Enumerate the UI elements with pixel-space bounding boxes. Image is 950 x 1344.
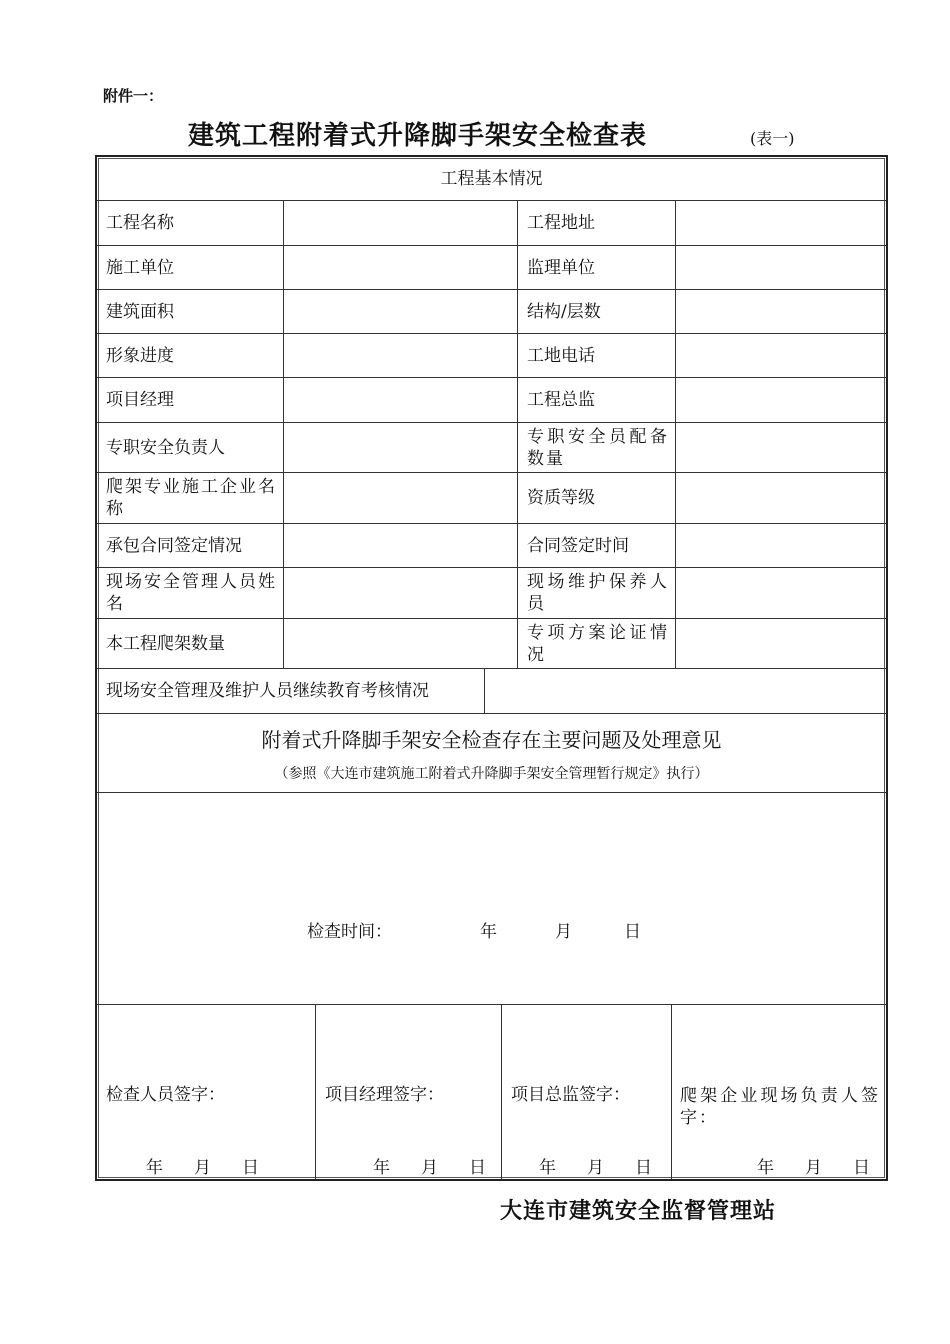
col-divider	[675, 200, 676, 668]
label-project-name: 工程名称	[106, 213, 174, 233]
inspection-table	[95, 155, 888, 1181]
sign-scaffold-month: 月	[805, 1158, 822, 1178]
row-divider	[97, 1004, 886, 1005]
issues-reference: （参照《大连市建筑施工附着式升降脚手架安全管理暂行规定》执行）	[274, 766, 709, 782]
basic-info-heading: 工程基本情况	[440, 168, 543, 189]
label-scaffold-company: 爬架专业施工企业名称	[106, 477, 277, 519]
sign-inspector-year: 年	[146, 1158, 163, 1178]
label-building-area: 建筑面积	[106, 301, 174, 322]
col-divider	[501, 1004, 502, 1179]
page-title: 建筑工程附着式升降脚手架安全检查表	[188, 121, 648, 151]
label-project-manager: 项目经理	[106, 390, 174, 410]
label-contract-date: 合同签定时间	[527, 535, 629, 556]
sign-pm-month: 月	[421, 1158, 438, 1178]
check-time-label: 检查时间：	[307, 922, 392, 942]
annex-label: 附件一：	[103, 87, 164, 105]
label-supervision-unit: 监理单位	[527, 257, 595, 278]
label-chief-supervisor: 工程总监	[527, 390, 595, 410]
label-qualification-grade: 资质等级	[527, 488, 595, 508]
row-divider	[97, 713, 886, 714]
label-contract-status: 承包合同签定情况	[106, 535, 242, 556]
check-day: 日	[624, 922, 641, 942]
label-progress: 形象进度	[106, 345, 174, 366]
label-safety-staff-count: 专职安全员配备数量	[527, 426, 669, 469]
label-education-assessment: 现场安全管理及维护人员继续教育考核情况	[106, 681, 429, 701]
col-divider	[283, 200, 284, 668]
sign-pm-year: 年	[373, 1158, 390, 1178]
check-month: 月	[555, 922, 572, 942]
label-site-safety-staff: 现场安全管理人员姓名	[106, 572, 277, 614]
label-site-phone: 工地电话	[527, 345, 595, 366]
label-safety-officer: 专职安全负责人	[106, 437, 225, 458]
row-divider	[97, 792, 886, 793]
col-divider	[484, 668, 485, 713]
col-divider	[315, 1004, 316, 1179]
label-project-address: 工程地址	[527, 213, 595, 233]
issues-heading: 附着式升降脚手架安全检查存在主要问题及处理意见	[261, 728, 722, 752]
sign-scaffold-day: 日	[853, 1158, 870, 1178]
sign-inspector-day: 日	[242, 1158, 259, 1178]
label-construction-unit: 施工单位	[106, 257, 174, 278]
label-structure-floors: 结构/层数	[527, 301, 601, 322]
sign-supervisor-day: 日	[635, 1158, 652, 1178]
check-year: 年	[480, 922, 497, 942]
label-scaffold-count: 本工程爬架数量	[106, 633, 225, 654]
sign-inspector-month: 月	[194, 1158, 211, 1178]
sign-supervisor-year: 年	[539, 1158, 556, 1178]
col-divider	[671, 1004, 672, 1179]
sign-pm-day: 日	[469, 1158, 486, 1178]
sign-supervisor-month: 月	[587, 1158, 604, 1178]
sign-pm-label: 项目经理签字：	[325, 1085, 444, 1105]
label-maintenance-staff: 现场维护保养人员	[527, 572, 669, 614]
label-plan-review: 专项方案论证情况	[527, 622, 669, 665]
issuing-organization: 大连市建筑安全监督管理站	[500, 1199, 777, 1224]
sign-scaffold-year: 年	[757, 1158, 774, 1178]
sign-scaffold-company-label: 爬架企业现场负责人签字：	[680, 1086, 880, 1128]
sign-supervisor-label: 项目总监签字：	[511, 1085, 630, 1105]
sign-inspector-label: 检查人员签字：	[106, 1085, 225, 1105]
table-number: (表一)	[750, 129, 795, 148]
